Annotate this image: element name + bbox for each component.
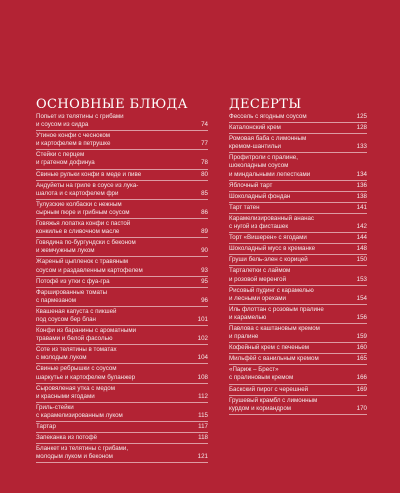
entry-page-number: 159 xyxy=(356,333,367,341)
entry-title: Павлова с каштановым кремом и пралине xyxy=(229,324,320,341)
desserts-list xyxy=(229,112,367,415)
toc-entry[interactable] xyxy=(229,266,367,285)
entry-page-number: 102 xyxy=(197,335,208,343)
entry-title: Сыровяленая утка с медом и красными ягодами xyxy=(36,384,115,400)
entry-page-number: 144 xyxy=(356,234,367,242)
toc-entry[interactable] xyxy=(229,214,367,233)
entry-page-number: 133 xyxy=(356,143,367,151)
entry-page-number: 148 xyxy=(356,245,367,253)
entry-page-number: 104 xyxy=(197,354,208,362)
toc-entry[interactable] xyxy=(229,233,367,244)
entry-page-number: 115 xyxy=(198,411,208,419)
entry-title: Грушевый крамбл с лимонным курдом и кориандром xyxy=(229,396,318,412)
desserts-heading: ДЕСЕРТЫ xyxy=(229,96,302,112)
entry-page-number: 80 xyxy=(201,170,208,178)
toc-entry[interactable] xyxy=(36,403,208,422)
entry-title: Квашеная капуста с пикшей под соусом бер блан xyxy=(36,307,117,323)
entry-title: Гриль-стейки с карамелизированным луком xyxy=(36,403,123,419)
entry-page-number: 156 xyxy=(356,313,367,321)
toc-entry[interactable] xyxy=(36,238,208,257)
entry-title: Иль флоттан с розовым пралине и карамелью xyxy=(229,305,324,321)
entry-page-number: 118 xyxy=(198,434,208,442)
toc-entry[interactable] xyxy=(229,181,367,192)
entry-title: Фессель с ягодным соусом xyxy=(229,113,307,120)
entry-title: Шоколадный фондан xyxy=(229,192,291,200)
entry-title: Тарт татен xyxy=(229,203,260,211)
entry-title: Мильфёй с ванильным кремом xyxy=(229,355,319,363)
entry-page-number: 138 xyxy=(356,192,367,200)
entry-title: Торт «Вишерен» с ягодами xyxy=(229,234,307,242)
entry-page-number: 142 xyxy=(356,223,367,231)
toc-entry[interactable] xyxy=(36,433,208,444)
toc-entry[interactable] xyxy=(36,307,208,326)
toc-entry[interactable] xyxy=(36,219,208,238)
entry-title: Тарталетки с лаймом и розовой меренгой xyxy=(229,267,291,283)
entry-page-number: 117 xyxy=(198,423,208,430)
toc-entry[interactable] xyxy=(36,170,208,181)
entry-page-number: 86 xyxy=(201,208,208,216)
toc-entry[interactable] xyxy=(36,288,208,307)
entry-title: Соте из телятины в томатах с молодым луком xyxy=(36,346,117,362)
entry-title: Фаршированные томаты с пармезаном xyxy=(36,288,108,304)
toc-entry[interactable] xyxy=(229,192,367,203)
entry-page-number: 136 xyxy=(356,181,367,189)
entry-title: «Париж – Брест» с пралиновым кремом xyxy=(229,366,294,382)
entry-title: Груши бель-элен с корицей xyxy=(229,256,308,264)
entry-page-number: 134 xyxy=(356,170,367,178)
toc-entry[interactable] xyxy=(36,257,208,276)
toc-entry[interactable] xyxy=(229,112,367,123)
toc-entry[interactable] xyxy=(229,244,367,255)
toc-entry[interactable] xyxy=(229,123,367,134)
entry-title: Баскский пирог с черешней xyxy=(229,385,309,393)
entry-title: Потофё из утки с фуа-гра xyxy=(36,277,110,285)
entry-title: Тартар xyxy=(36,423,56,430)
entry-title: Андуйеты на гриле в соусе из лука- шалота и с картофелем фри xyxy=(36,181,139,197)
entry-page-number: 121 xyxy=(197,453,208,461)
toc-entry[interactable] xyxy=(229,385,367,396)
entry-title: Стейки с перцем и гратеном дофинуа xyxy=(36,151,95,167)
entry-page-number: 90 xyxy=(201,247,208,255)
toc-entry[interactable] xyxy=(229,324,367,343)
toc-entry[interactable] xyxy=(229,203,367,214)
entry-page-number: 166 xyxy=(356,374,367,382)
entry-title: Каталонский крем xyxy=(229,124,281,132)
entry-page-number: 154 xyxy=(356,294,367,302)
entry-page-number: 170 xyxy=(356,404,367,412)
entry-title: Конфи из баранины с ароматными травами и белой фасолью xyxy=(36,327,137,343)
entry-title: Запеканка из потофё xyxy=(36,434,98,442)
toc-entry[interactable] xyxy=(229,305,367,324)
toc-entry[interactable] xyxy=(229,365,367,384)
entry-page-number: 150 xyxy=(356,256,367,264)
toc-entry[interactable] xyxy=(36,326,208,345)
entry-page-number: 89 xyxy=(201,228,208,236)
entry-page-number: 78 xyxy=(201,159,208,167)
entry-title: Рисовый пудинг с карамелью и лесными орехами xyxy=(229,286,314,302)
entry-title: Говядина по-бургундски с беконом и жемчужным луком xyxy=(36,239,136,255)
entry-title: Свиные ребрышки с соусом шаркутье и картофелем буланжер xyxy=(36,365,136,381)
main-courses-heading: ОСНОВНЫЕ БЛЮДА xyxy=(36,96,188,112)
toc-entry[interactable] xyxy=(36,384,208,403)
entry-page-number: 125 xyxy=(356,113,367,120)
toc-entry[interactable] xyxy=(36,181,208,200)
toc-entry[interactable] xyxy=(36,131,208,150)
toc-entry[interactable] xyxy=(36,200,208,219)
entry-page-number: 74 xyxy=(201,121,208,129)
entry-page-number: 101 xyxy=(197,315,208,323)
toc-entry[interactable] xyxy=(229,286,367,305)
entry-title: Профитроли с пралине, шоколадным соусом и миндальными лепестками xyxy=(229,154,311,178)
toc-entry[interactable] xyxy=(229,354,367,365)
toc-entry[interactable] xyxy=(36,364,208,383)
toc-entry[interactable] xyxy=(229,153,367,180)
entry-page-number: 165 xyxy=(356,355,367,363)
entry-page-number: 112 xyxy=(198,392,208,400)
entry-title: Кофейный крем с печеньем xyxy=(229,344,310,352)
entry-page-number: 85 xyxy=(201,189,208,197)
toc-entry[interactable] xyxy=(36,277,208,288)
entry-page-number: 93 xyxy=(201,266,208,274)
toc-entry[interactable] xyxy=(229,396,367,415)
entry-title: Карамелизированный ананас с нугой из фисташек xyxy=(229,214,315,231)
entry-title: Бланкет из телятины с грибами, молодым луком и беконом xyxy=(36,445,129,461)
entry-page-number: 169 xyxy=(356,385,367,393)
entry-page-number: 108 xyxy=(197,373,208,381)
toc-entry[interactable] xyxy=(36,345,208,364)
toc-entry[interactable] xyxy=(36,444,208,463)
toc-entry[interactable] xyxy=(36,422,208,433)
toc-entry[interactable] xyxy=(36,112,208,131)
entry-page-number: 95 xyxy=(201,277,208,285)
entry-title: Утиное конфи с чесноком и картофелем в петрушке xyxy=(36,132,111,148)
entry-page-number: 128 xyxy=(356,124,367,132)
entry-title: Жареный цыпленок с травяным соусом и раздавленным картофелем xyxy=(36,258,143,274)
entry-title: Ромовая баба с лимонным кремом-шантильи xyxy=(229,135,307,151)
entry-title: Тулузские колбаски с нежным сырным пюре и грибным соусом xyxy=(36,200,130,216)
toc-entry[interactable] xyxy=(229,255,367,266)
entry-page-number: 96 xyxy=(201,296,208,304)
entry-title: Шоколадный мусс в креманке xyxy=(229,245,316,253)
toc-entry[interactable] xyxy=(36,150,208,169)
toc-entry[interactable] xyxy=(229,343,367,354)
entry-page-number: 160 xyxy=(356,344,367,352)
main-courses-list xyxy=(36,112,208,463)
entry-title: Свиные рульки конфи в меде и пиве xyxy=(36,170,142,178)
entry-title: Попьет из телятины с грибами и соусом из сидра xyxy=(36,113,124,129)
entry-page-number: 141 xyxy=(356,203,367,211)
entry-title: Яблочный тарт xyxy=(229,181,273,189)
toc-entry[interactable] xyxy=(229,134,367,153)
entry-page-number: 77 xyxy=(201,140,208,148)
entry-page-number: 153 xyxy=(356,275,367,283)
entry-title: Говяжья лопатка конфи с пастой конкилье в сливочном масле xyxy=(36,220,131,236)
